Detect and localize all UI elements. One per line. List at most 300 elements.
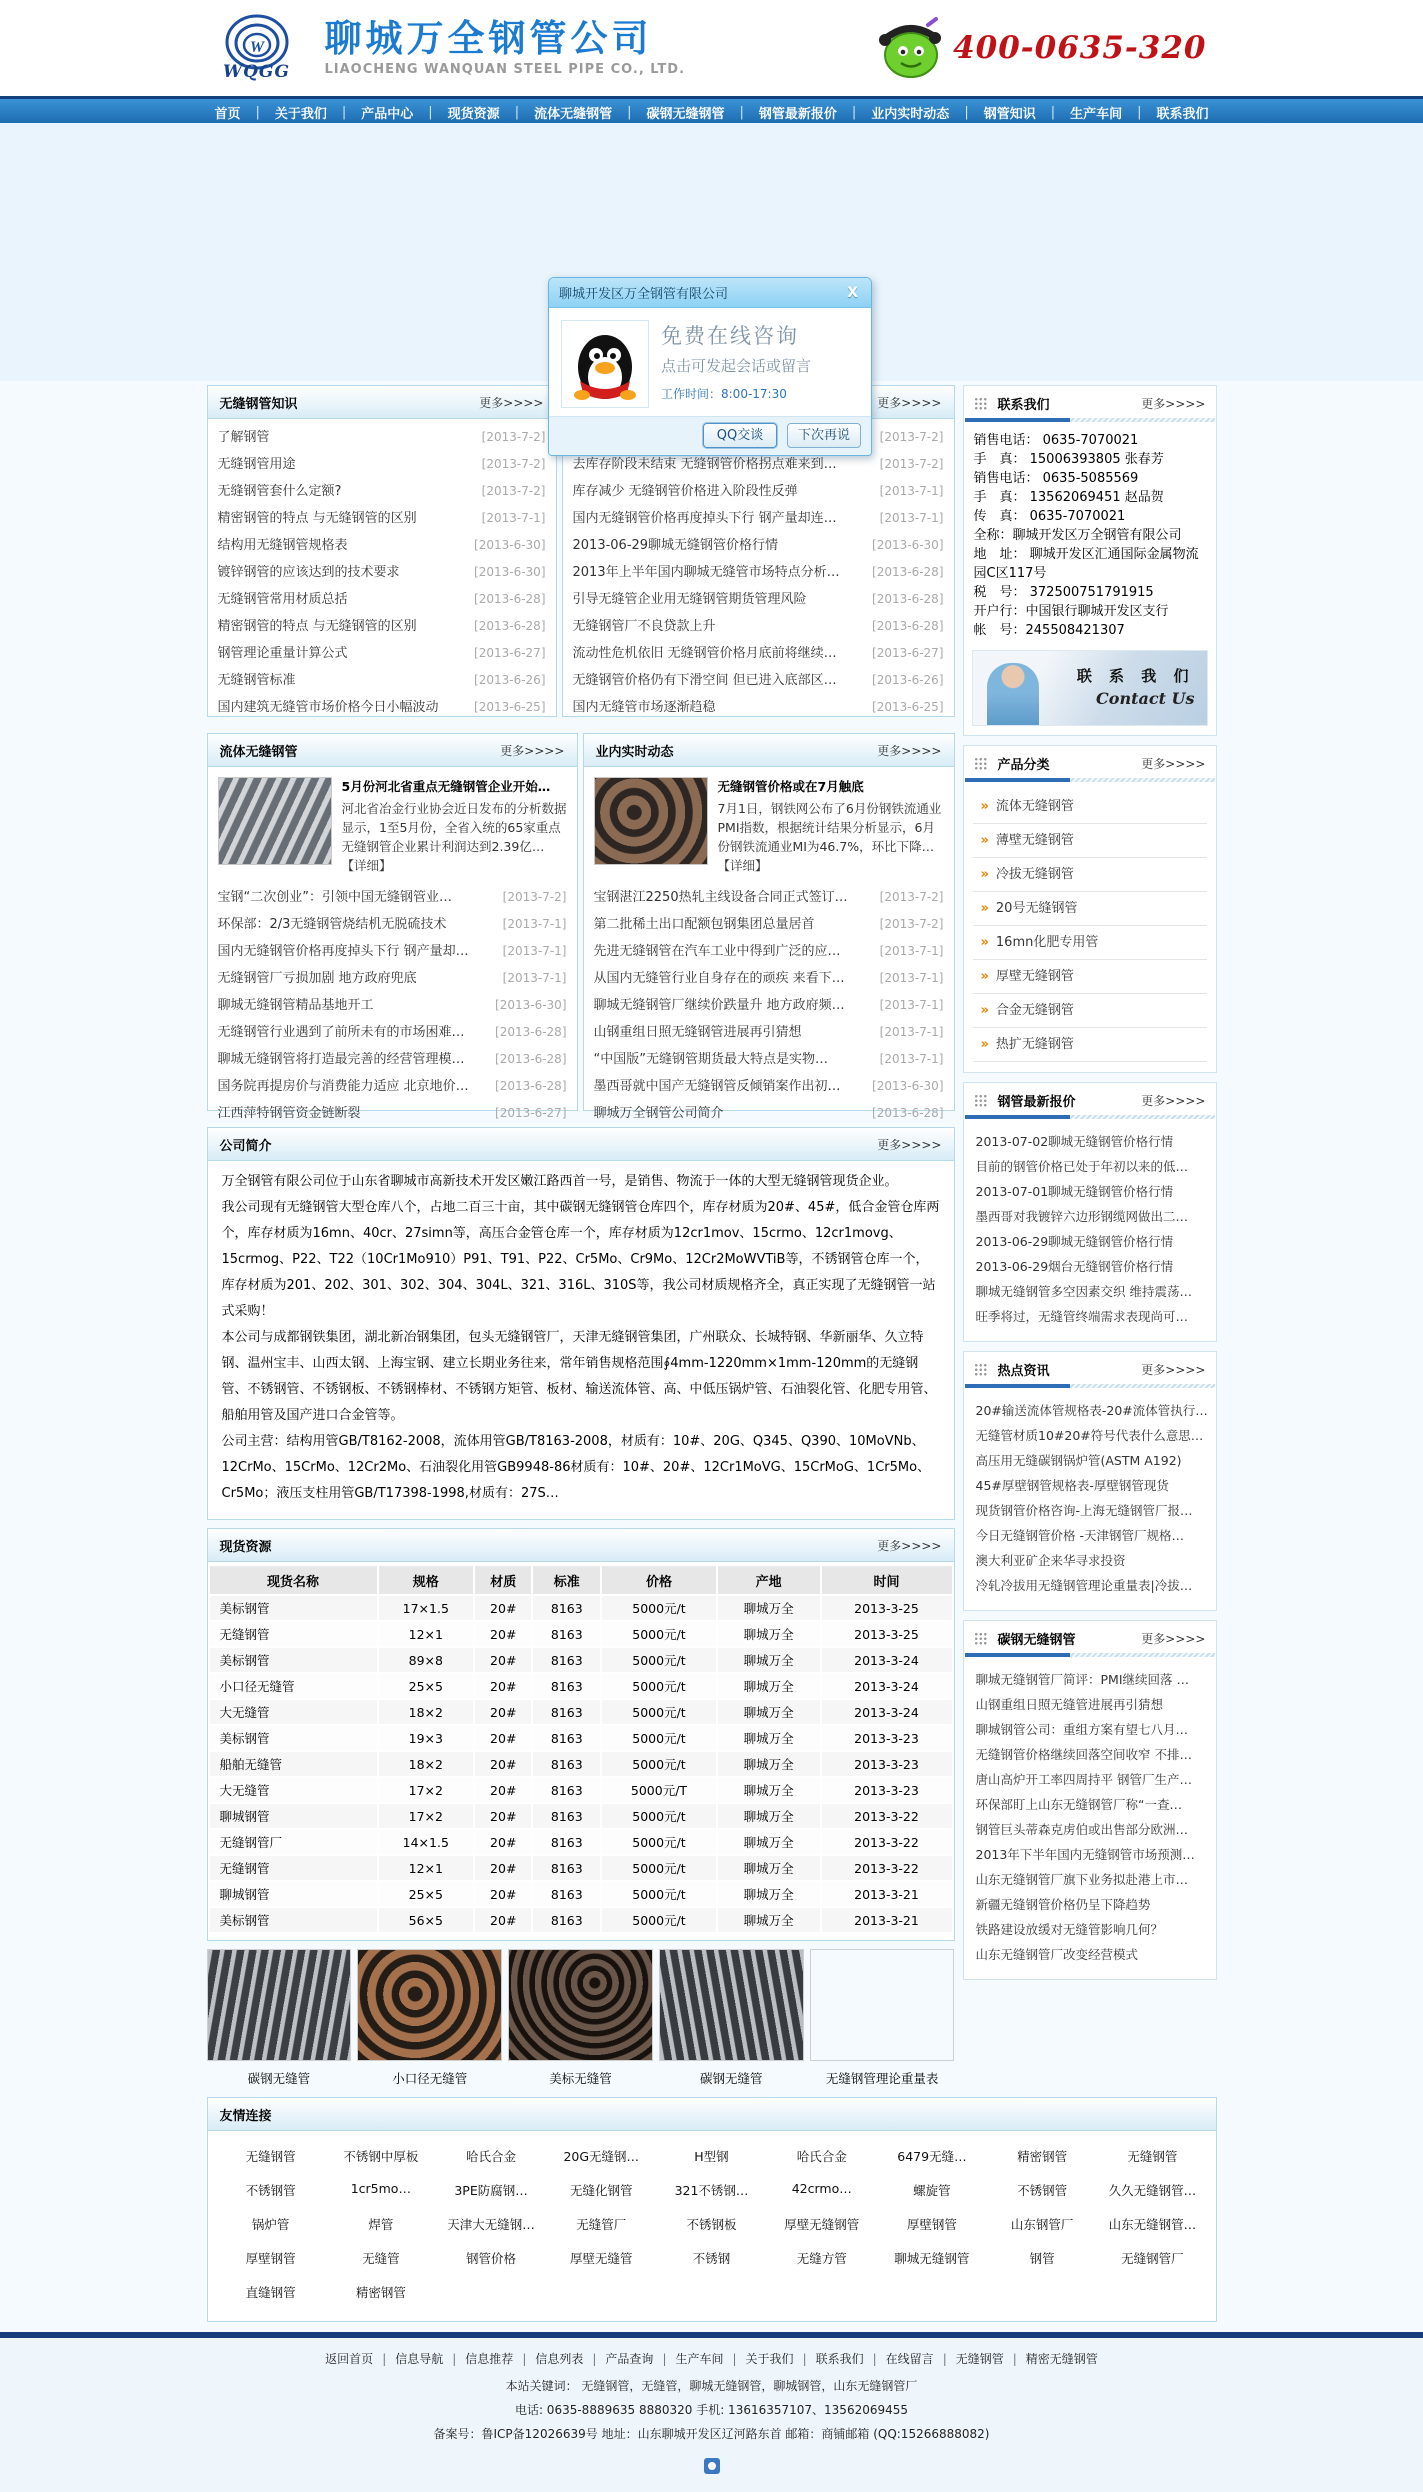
news-link[interactable]: 无缝钢管套什么定额? xyxy=(217,484,342,499)
news-row xyxy=(218,1100,567,1127)
news-date: [2013-7-1] xyxy=(879,511,944,525)
category-item xyxy=(973,926,1207,960)
news-link[interactable]: 库存减少 无缝钢管价格进入阶段性反弹 xyxy=(572,484,798,499)
hot-news-link[interactable]: 现货钢管价格咨询-上海无缝钢管厂报… xyxy=(975,1503,1193,1518)
news-link[interactable]: 山钢重组日照无缝钢管进展再引猜想 xyxy=(593,1025,802,1040)
detail-link[interactable]: 【详细】 xyxy=(717,858,768,873)
quote-item xyxy=(976,1304,1204,1329)
table-header-cell: 现货名称 xyxy=(209,1565,378,1595)
spot-name-cell[interactable]: 大无缝管 xyxy=(209,1699,378,1725)
operator-avatar xyxy=(987,663,1039,725)
footer-nav-item xyxy=(1026,2350,1098,2367)
friend-link[interactable]: 精密钢管 xyxy=(355,2285,406,2300)
spot-price-cell: 5000元/t xyxy=(601,1803,717,1829)
contact-line: 地 址： 聊城开发区汇通国际金属物流园C区117号 xyxy=(973,547,1199,581)
spot-spec-cell: 18×2 xyxy=(378,1751,475,1777)
featured-title[interactable]: 无缝钢管价格或在7月触底 xyxy=(717,779,864,794)
news-row xyxy=(573,640,944,667)
hotline-number: 400-0635-320 xyxy=(953,30,1207,66)
friend-link[interactable]: 20G无缝钢… xyxy=(563,2149,640,2164)
spot-material-cell: 20# xyxy=(474,1829,532,1855)
featured-thumbnail-image xyxy=(594,777,708,865)
news-date: [2013-6-28] xyxy=(495,1079,567,1093)
spot-spec-cell: 19×3 xyxy=(378,1725,475,1751)
news-link[interactable]: 宝钢“二次创业”：引领中国无缝钢管业… xyxy=(217,890,452,905)
product-gallery xyxy=(207,1949,955,2087)
carbon-news-link[interactable]: 山东无缝钢管厂改变经营模式 xyxy=(975,1947,1139,1962)
friend-link[interactable]: 天津大无缝钢… xyxy=(447,2217,535,2232)
spot-name-cell[interactable]: 聊城钢管 xyxy=(209,1803,378,1829)
news-link[interactable]: 聊城无缝钢管将打造最完善的经营管理模… xyxy=(217,1052,465,1067)
table-row xyxy=(209,1673,953,1699)
gallery-item[interactable] xyxy=(659,1949,804,2087)
header-underline xyxy=(965,418,1215,422)
news-row xyxy=(573,694,944,721)
grid-dots-icon xyxy=(974,1632,988,1645)
hot-news-item xyxy=(976,1423,1204,1448)
table-row xyxy=(209,1777,953,1803)
hot-news-item xyxy=(976,1473,1204,1498)
news-link[interactable]: 无缝钢管标准 xyxy=(217,673,296,688)
contact-us-image xyxy=(972,650,1208,726)
footer-nav-link[interactable]: 联系我们 xyxy=(815,2352,864,2366)
section-product-categories xyxy=(963,745,1217,1073)
news-link[interactable]: 引导无缝管企业用无缝钢管期货管理风险 xyxy=(572,592,807,607)
friend-link[interactable]: 42crmo… xyxy=(791,2181,852,2196)
friend-link[interactable]: 不锈钢板 xyxy=(686,2217,737,2232)
friend-link[interactable]: 无缝管 xyxy=(362,2251,400,2266)
nav-item xyxy=(214,103,274,122)
nav-link[interactable]: 生产车间 xyxy=(1070,107,1123,122)
more-link[interactable]: 更多>>>> xyxy=(1141,1363,1206,1377)
footer-mini-icon[interactable] xyxy=(704,2458,720,2474)
news-link[interactable]: 聊城无缝钢管厂继续价跌量升 地方政府频… xyxy=(593,998,845,1013)
nav-item xyxy=(361,103,447,122)
news-link[interactable]: 无缝钢管用途 xyxy=(217,457,296,472)
friend-link[interactable]: 1cr5mo… xyxy=(350,2181,411,2196)
spot-origin-cell: 聊城万全 xyxy=(717,1647,821,1673)
friend-link[interactable]: 321不锈钢… xyxy=(674,2183,749,2198)
news-date: [2013-6-27] xyxy=(474,646,546,660)
carbon-news-link[interactable]: 环保部盯上山东无缝钢管厂称“一查… xyxy=(975,1797,1182,1812)
news-link[interactable]: 无缝钢管厂亏损加剧 地方政府兜底 xyxy=(217,971,417,986)
gallery-item[interactable] xyxy=(357,1949,502,2087)
featured-article xyxy=(208,767,577,879)
carbon-news-link[interactable]: 聊城钢管公司：重组方案有望七八月… xyxy=(975,1722,1189,1737)
featured-article xyxy=(584,767,954,879)
spot-standard-cell: 8163 xyxy=(532,1829,601,1855)
hot-news-link[interactable]: 20#输送流体管规格表-20#流体管执行… xyxy=(975,1403,1208,1418)
quote-link[interactable]: 目前的钢管价格已处于年初以来的低… xyxy=(975,1159,1189,1174)
nav-link[interactable]: 碳钢无缝钢管 xyxy=(646,107,725,122)
spot-date-cell: 2013-3-22 xyxy=(821,1803,953,1829)
carbon-news-link[interactable]: 聊城无缝钢管厂简评：PMI继续回落 … xyxy=(975,1672,1189,1687)
friend-link[interactable]: 无缝管厂 xyxy=(576,2217,627,2232)
spot-name-cell[interactable]: 美标钢管 xyxy=(209,1595,378,1621)
friend-link[interactable]: 6479无缝… xyxy=(897,2149,967,2164)
news-date: [2013-6-28] xyxy=(872,592,944,606)
spot-name-cell[interactable]: 美标钢管 xyxy=(209,1907,378,1933)
footer-nav-link[interactable]: 无缝钢管 xyxy=(955,2352,1004,2366)
friend-link[interactable]: 厚壁钢管 xyxy=(906,2217,957,2232)
nav-link[interactable]: 业内实时动态 xyxy=(871,107,950,122)
friend-link[interactable]: 山东钢管厂 xyxy=(1010,2217,1074,2232)
quote-item xyxy=(976,1154,1204,1179)
gallery-item[interactable] xyxy=(508,1949,653,2087)
friend-link[interactable]: 无缝化钢管 xyxy=(570,2183,633,2198)
more-link[interactable]: 更多>>>> xyxy=(500,743,565,758)
category-link[interactable]: 薄壁无缝钢管 xyxy=(995,832,1074,848)
footer-nav-link[interactable]: 信息导航 xyxy=(395,2352,444,2366)
nav-item xyxy=(448,103,534,122)
carbon-news-link[interactable]: 山钢重组日照无缝管进展再引猜想 xyxy=(975,1697,1164,1712)
news-link[interactable]: 无缝钢管常用材质总括 xyxy=(217,592,348,607)
contact-line: 全称：聊城开发区万全钢管有限公司 xyxy=(973,528,1182,543)
friend-link[interactable]: 焊管 xyxy=(368,2217,394,2232)
carbon-news-link[interactable]: 新疆无缝钢管价格仍呈下降趋势 xyxy=(975,1897,1151,1912)
spot-price-cell: 5000元/t xyxy=(601,1647,717,1673)
category-item xyxy=(973,824,1207,858)
spot-price-cell: 5000元/t xyxy=(601,1699,717,1725)
more-link[interactable]: 更多>>>> xyxy=(877,1137,942,1152)
site-footer xyxy=(0,2338,1423,2492)
carbon-news-link[interactable]: 唐山高炉开工率四周持平 钢管厂生产… xyxy=(975,1772,1192,1787)
spot-price-cell: 5000元/t xyxy=(601,1829,717,1855)
category-link[interactable]: 20号无缝钢管 xyxy=(995,900,1078,916)
spot-name-cell[interactable]: 聊城钢管 xyxy=(209,1881,378,1907)
spot-date-cell: 2013-3-21 xyxy=(821,1881,953,1907)
spot-origin-cell: 聊城万全 xyxy=(717,1621,821,1647)
more-link[interactable]: 更多>>>> xyxy=(877,1538,942,1553)
spot-origin-cell: 聊城万全 xyxy=(717,1725,821,1751)
hot-news-link[interactable]: 高压用无缝碳钢锅炉管(ASTM A192) xyxy=(975,1453,1182,1468)
friend-link[interactable]: 不锈钢 xyxy=(692,2251,731,2266)
arrow-bullet-icon: » xyxy=(980,832,989,848)
spot-spec-cell: 18×2 xyxy=(378,1699,475,1725)
footer-nav-link[interactable]: 生产车间 xyxy=(675,2352,724,2366)
carbon-news-item xyxy=(976,1692,1204,1717)
spot-origin-cell: 聊城万全 xyxy=(717,1751,821,1777)
quote-link[interactable]: 墨西哥对我镀锌六边形钢缆网做出二… xyxy=(975,1209,1189,1224)
profile-paragraph: 万全钢管有限公司位于山东省聊城市高新技术开发区嫩江路西首一号，是销售、物流于一体的大型无缝钢管现货企业。 xyxy=(221,1174,898,1189)
pipe-photo-image xyxy=(207,1949,352,2061)
quote-item xyxy=(976,1129,1204,1154)
footer-nav-link[interactable]: 信息列表 xyxy=(535,2352,584,2366)
spot-name-cell[interactable]: 小口径无缝管 xyxy=(209,1673,378,1699)
more-link[interactable]: 更多>>>> xyxy=(1141,1632,1206,1646)
nav-link[interactable]: 首页 xyxy=(214,107,241,122)
friend-link[interactable]: H型钢 xyxy=(694,2149,729,2164)
nav-link[interactable]: 流体无缝钢管 xyxy=(534,107,613,122)
news-date: [2013-6-27] xyxy=(872,646,944,660)
close-icon[interactable]: X xyxy=(847,284,858,301)
friend-link[interactable]: 无缝钢管 xyxy=(1127,2149,1178,2164)
category-link[interactable]: 流体无缝钢管 xyxy=(995,798,1074,814)
popup-worktime: 工作时间：8:00-17:30 xyxy=(661,387,787,401)
news-link[interactable]: 镀锌钢管的应该达到的技术要求 xyxy=(217,565,400,580)
hot-news-link[interactable]: 今日无缝钢管价格 -天津钢管厂规格… xyxy=(975,1528,1184,1543)
spot-name-cell[interactable]: 美标钢管 xyxy=(209,1725,378,1751)
quote-link[interactable]: 2013-07-02聊城无缝钢管价格行情 xyxy=(975,1134,1174,1149)
spot-material-cell: 20# xyxy=(474,1751,532,1777)
friend-link[interactable]: 螺旋管 xyxy=(913,2183,951,2198)
footer-nav-item xyxy=(816,2350,886,2367)
table-row xyxy=(209,1595,953,1621)
news-row xyxy=(594,965,944,992)
footer-nav-link[interactable]: 信息推荐 xyxy=(465,2352,514,2366)
spot-name-cell[interactable]: 无缝钢管厂 xyxy=(209,1829,378,1855)
spot-name-cell[interactable]: 无缝钢管 xyxy=(209,1621,378,1647)
hot-news-link[interactable]: 45#厚壁钢管规格表-厚壁钢管现货 xyxy=(975,1478,1169,1493)
friend-link[interactable]: 3PE防腐钢… xyxy=(454,2183,528,2198)
friend-link[interactable]: 山东无缝钢管… xyxy=(1108,2217,1197,2232)
news-date: [2013-6-25] xyxy=(474,700,546,714)
more-link[interactable]: 更多>>>> xyxy=(877,395,942,410)
footer-nav-link[interactable]: 关于我们 xyxy=(745,2352,794,2366)
spot-material-cell: 20# xyxy=(474,1621,532,1647)
news-link[interactable]: 2013年上半年国内聊城无缝管市场特点分析… xyxy=(572,565,840,580)
category-link[interactable]: 冷拔无缝钢管 xyxy=(995,866,1074,882)
friend-link[interactable]: 钢管 xyxy=(1029,2251,1055,2266)
gallery-item[interactable] xyxy=(207,1949,352,2087)
news-row xyxy=(573,559,944,586)
news-link[interactable]: 结构用无缝钢管规格表 xyxy=(217,538,348,553)
more-link[interactable]: 更多>>>> xyxy=(1141,1094,1206,1108)
news-date: [2013-6-28] xyxy=(495,1025,567,1039)
table-header-cell: 价格 xyxy=(601,1565,717,1595)
footer-nav-link[interactable]: 精密无缝钢管 xyxy=(1025,2352,1098,2366)
quote-item xyxy=(976,1179,1204,1204)
news-row xyxy=(218,478,546,505)
friend-link[interactable]: 无缝钢管厂 xyxy=(1121,2251,1184,2266)
news-link[interactable]: 宝钢湛江2250热轧主线设备合同正式签订… xyxy=(593,890,848,905)
nav-item xyxy=(871,103,983,122)
news-link[interactable]: 精密钢管的特点 与无缝钢管的区别 xyxy=(217,619,417,634)
section-hot-news xyxy=(963,1351,1217,1611)
spot-standard-cell: 8163 xyxy=(532,1595,601,1621)
pipe-photo-image xyxy=(357,1949,502,2061)
news-link[interactable]: 2013-06-29聊城无缝钢管价格行情 xyxy=(572,538,779,553)
qq-chat-button[interactable]: QQ交谈 xyxy=(703,423,777,448)
news-row xyxy=(573,586,944,613)
news-link[interactable]: 江西萍特钢管资金链断裂 xyxy=(217,1106,361,1121)
news-link[interactable]: “中国版”无缝钢管期货最大特点是实物… xyxy=(593,1052,828,1067)
footer-nav-item xyxy=(535,2350,605,2367)
friend-link[interactable]: 不锈钢管 xyxy=(1017,2183,1068,2198)
friend-link[interactable]: 厚壁钢管 xyxy=(245,2251,296,2266)
section-title: 友情连接 xyxy=(219,2108,272,2124)
contact-line: 传 真： 0635-7070021 xyxy=(973,509,1126,524)
spot-price-cell: 5000元/t xyxy=(601,1725,717,1751)
more-link[interactable]: 更多>>>> xyxy=(1141,757,1206,771)
footer-nav-item xyxy=(465,2350,535,2367)
nav-item xyxy=(534,103,646,122)
news-link[interactable]: 国内无缝管市场逐渐趋稳 xyxy=(572,700,716,715)
footer-nav-link[interactable]: 返回首页 xyxy=(325,2352,374,2366)
qq-penguin-image xyxy=(561,320,649,408)
spot-material-cell: 20# xyxy=(474,1699,532,1725)
category-item xyxy=(973,960,1207,994)
news-row xyxy=(218,884,567,911)
news-link[interactable]: 无缝钢管厂不良贷款上升 xyxy=(572,619,716,634)
news-link[interactable]: 第二批稀土出口配额包钢集团总量居首 xyxy=(593,917,815,932)
friend-link[interactable]: 哈氏合金 xyxy=(796,2149,847,2164)
pipe-photo-image xyxy=(659,1949,804,2061)
news-link[interactable]: 国内无缝钢管价格再度掉头下行 钢产量却连… xyxy=(572,511,837,526)
news-link[interactable]: 国内无缝钢管价格再度掉头下行 钢产量却… xyxy=(217,944,469,959)
friend-link[interactable]: 直缝钢管 xyxy=(245,2285,296,2300)
news-link[interactable]: 钢管理论重量计算公式 xyxy=(217,646,348,661)
friend-link[interactable]: 无缝钢管 xyxy=(245,2149,296,2164)
spot-date-cell: 2013-3-24 xyxy=(821,1673,953,1699)
friend-link[interactable]: 厚壁无缝管 xyxy=(570,2251,633,2266)
news-link[interactable]: 环保部：2/3无缝钢管烧结机无脱硫技术 xyxy=(217,917,447,932)
footer-nav-link[interactable]: 产品查询 xyxy=(605,2352,654,2366)
spot-name-cell[interactable]: 美标钢管 xyxy=(209,1647,378,1673)
spot-name-cell[interactable]: 无缝钢管 xyxy=(209,1855,378,1881)
carbon-news-item xyxy=(976,1917,1204,1942)
section-title: 现货资源 xyxy=(219,1539,272,1555)
news-row xyxy=(594,1073,944,1100)
detail-link[interactable]: 【详细】 xyxy=(341,858,392,873)
spot-origin-cell: 聊城万全 xyxy=(717,1803,821,1829)
news-row xyxy=(573,667,944,694)
news-date: [2013-7-2] xyxy=(481,430,546,444)
quote-link[interactable]: 2013-07-01聊城无缝钢管价格行情 xyxy=(975,1184,1174,1199)
quote-link[interactable]: 2013-06-29聊城无缝钢管价格行情 xyxy=(975,1234,1174,1249)
more-link[interactable]: 更多>>>> xyxy=(877,743,942,758)
news-link[interactable]: 国务院再提房价与消费能力适应 北京地价… xyxy=(217,1079,469,1094)
spot-name-cell[interactable]: 船舶无缝管 xyxy=(209,1751,378,1777)
news-link[interactable]: 聊城万全钢管公司简介 xyxy=(593,1106,724,1121)
carbon-news-link[interactable]: 2013年下半年国内无缝钢管市场预测… xyxy=(975,1847,1195,1862)
carbon-news-link[interactable]: 钢管巨头蒂森克虏伯或出售部分欧洲… xyxy=(975,1822,1189,1837)
spot-name-cell[interactable]: 大无缝管 xyxy=(209,1777,378,1803)
nav-item xyxy=(1070,103,1156,122)
friend-link[interactable]: 聊城无缝钢管 xyxy=(894,2251,970,2266)
table-header-cell: 材质 xyxy=(474,1565,532,1595)
section-company-profile xyxy=(207,1127,955,1520)
friend-link[interactable]: 无缝方管 xyxy=(796,2251,847,2266)
news-link[interactable]: 墨西哥就中国产无缝钢管反倾销案作出初… xyxy=(593,1079,841,1094)
gallery-caption: 美标无缝管 xyxy=(549,2071,612,2086)
hot-news-item xyxy=(976,1548,1204,1573)
news-date: [2013-7-1] xyxy=(502,944,567,958)
spot-standard-cell: 8163 xyxy=(532,1855,601,1881)
nav-link[interactable]: 关于我们 xyxy=(274,107,327,122)
news-row xyxy=(573,505,944,532)
friend-link[interactable]: 锅炉管 xyxy=(251,2217,290,2232)
news-link[interactable]: 无缝钢管价格仍有下滑空间 但已进入底部区… xyxy=(572,673,837,688)
contact-line: 开户行：中国银行聊城开发区支行 xyxy=(973,604,1169,619)
news-link[interactable]: 从国内无缝管行业自身存在的顽疾 来看下… xyxy=(593,971,845,986)
quote-item xyxy=(976,1204,1204,1229)
category-item xyxy=(973,892,1207,926)
nav-item xyxy=(646,103,758,122)
news-date: [2013-6-28] xyxy=(872,565,944,579)
quote-link[interactable]: 旺季将过，无缝管终端需求表现尚可… xyxy=(975,1309,1189,1324)
news-date: [2013-7-1] xyxy=(879,484,944,498)
friend-link[interactable]: 不锈钢管 xyxy=(245,2183,296,2198)
news-date: [2013-6-30] xyxy=(872,538,944,552)
friend-link[interactable]: 厚壁无缝钢管 xyxy=(784,2217,860,2232)
news-link[interactable]: 无缝钢管行业遇到了前所未有的市场困难… xyxy=(217,1025,465,1040)
hot-news-link[interactable]: 澳大利亚矿企来华寻求投资 xyxy=(975,1553,1126,1568)
friend-link[interactable]: 精密钢管 xyxy=(1017,2149,1068,2164)
nav-link[interactable]: 钢管最新报价 xyxy=(758,107,837,122)
carbon-news-link[interactable]: 铁路建设放缓对无缝管影响几何？ xyxy=(975,1922,1164,1937)
news-link[interactable]: 聊城无缝钢管精品基地开工 xyxy=(217,998,374,1013)
friend-link[interactable]: 不锈钢中厚板 xyxy=(343,2149,419,2164)
friend-link[interactable]: 钢管价格 xyxy=(466,2251,517,2266)
section-title: 产品分类 xyxy=(997,758,1050,773)
hot-news-link[interactable]: 无缝管材质10#20#符号代表什么意思… xyxy=(975,1428,1204,1443)
spot-origin-cell: 聊城万全 xyxy=(717,1777,821,1803)
category-link[interactable]: 厚壁无缝钢管 xyxy=(995,968,1074,984)
carbon-news-item xyxy=(976,1892,1204,1917)
spot-price-cell: 5000元/t xyxy=(601,1881,717,1907)
nav-link[interactable]: 钢管知识 xyxy=(983,107,1036,122)
section-industry-realtime-news xyxy=(583,733,955,1121)
later-button[interactable]: 下次再说 xyxy=(787,423,861,448)
carbon-news-link[interactable]: 无缝钢管价格继续回落空间收窄 不排… xyxy=(975,1747,1192,1762)
news-link[interactable]: 流动性危机依旧 无缝钢管价格月底前将继续… xyxy=(572,646,837,661)
contact-line: 税 号： 372500751791915 xyxy=(973,585,1154,600)
table-row xyxy=(209,1621,953,1647)
popup-subline: 点击可发起会话或留言 xyxy=(661,357,812,375)
friend-link[interactable]: 哈氏合金 xyxy=(466,2149,517,2164)
featured-title[interactable]: 5月份河北省重点无缝钢管企业开始… xyxy=(341,779,551,794)
category-link[interactable]: 16mn化肥专用管 xyxy=(995,934,1099,950)
hot-news-item xyxy=(976,1448,1204,1473)
gallery-caption: 碳钢无缝管 xyxy=(247,2071,311,2086)
category-item xyxy=(973,994,1207,1028)
news-link[interactable]: 精密钢管的特点 与无缝钢管的区别 xyxy=(217,511,417,526)
spot-spec-cell: 56×5 xyxy=(378,1907,475,1933)
carbon-news-item xyxy=(976,1842,1204,1867)
grid-dots-icon xyxy=(974,397,988,410)
quote-link[interactable]: 2013-06-29烟台无缝钢管价格行情 xyxy=(975,1259,1174,1274)
carbon-news-item xyxy=(976,1792,1204,1817)
category-link[interactable]: 合金无缝钢管 xyxy=(995,1002,1074,1018)
spot-spec-cell: 89×8 xyxy=(378,1647,475,1673)
news-link[interactable]: 先进无缝钢管在汽车工业中得到广泛的应… xyxy=(593,944,841,959)
arrow-bullet-icon: » xyxy=(980,1002,989,1018)
carbon-news-link[interactable]: 山东无缝钢管厂旗下业务拟赴港上市… xyxy=(975,1872,1189,1887)
news-date: [2013-6-27] xyxy=(495,1106,567,1120)
more-link[interactable]: 更多>>>> xyxy=(1141,397,1206,411)
nav-link[interactable]: 现货资源 xyxy=(447,107,500,122)
arrow-bullet-icon: » xyxy=(980,968,989,984)
nav-link[interactable]: 联系我们 xyxy=(1156,107,1209,122)
hot-news-link[interactable]: 冷轧冷拔用无缝钢管理论重量表|冷拔… xyxy=(975,1578,1193,1593)
table-row xyxy=(209,1725,953,1751)
news-link[interactable]: 国内建筑无缝管市场价格今日小幅波动 xyxy=(217,700,439,715)
gallery-caption: 碳钢无缝管 xyxy=(700,2071,763,2086)
quote-link[interactable]: 聊城无缝钢管多空因素交织 维持震荡… xyxy=(975,1284,1192,1299)
news-link[interactable]: 去库存阶段未结束 无缝钢管价格拐点难来到… xyxy=(572,457,837,472)
footer-nav-link[interactable]: 在线留言 xyxy=(885,2352,934,2366)
news-row xyxy=(218,505,546,532)
more-link[interactable]: 更多>>>> xyxy=(479,395,544,410)
friend-link[interactable]: 久久无缝钢管… xyxy=(1108,2183,1197,2198)
news-link[interactable]: 了解钢管 xyxy=(217,430,270,445)
nav-item xyxy=(1157,103,1209,122)
gallery-item[interactable] xyxy=(810,1949,955,2087)
nav-link[interactable]: 产品中心 xyxy=(361,107,414,122)
category-link[interactable]: 热扩无缝钢管 xyxy=(995,1036,1074,1052)
footer-nav-item xyxy=(395,2350,465,2367)
